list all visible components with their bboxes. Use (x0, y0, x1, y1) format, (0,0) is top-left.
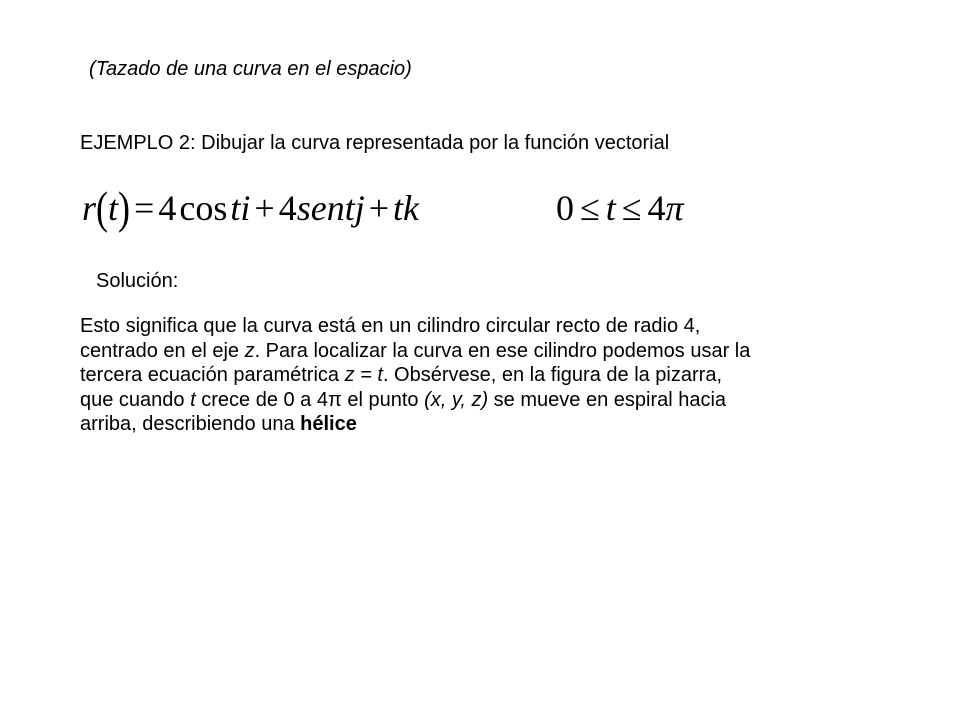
formula-close-paren: ) (118, 183, 131, 233)
formula-open-paren: ( (96, 183, 109, 233)
formula-coef-2: 4 (278, 188, 297, 228)
paragraph-line: centrado en el eje z. Para localizar la curva en ese cilindro podemos usar la (80, 339, 751, 362)
formula-plus-2: + (368, 188, 390, 228)
formula-sentj: sentj (296, 188, 365, 228)
range-le-1: ≤ (580, 188, 600, 228)
formula-plus-1: + (254, 188, 275, 228)
solution-paragraph (80, 314, 910, 437)
paragraph-line: arriba, describiendo una hélice (80, 413, 357, 435)
formula-t: t (108, 188, 119, 228)
formula-equals: = (134, 188, 155, 228)
formula-cos: cos (179, 188, 228, 228)
range-pi: π (665, 188, 684, 228)
formula-ti: ti (230, 188, 251, 228)
paragraph-line: Esto significa que la curva está en un cilindro circular recto de radio 4, (80, 315, 701, 337)
paragraph-line: que cuando t crece de 0 a 4π el punto (x, y, z) se mueve en espiral hacia (80, 388, 727, 411)
italic-t: t (190, 388, 196, 411)
formula-r: r (82, 188, 97, 228)
solution-label: Solución: (96, 270, 179, 292)
italic-z: z (244, 339, 255, 362)
range-le-2: ≤ (621, 188, 642, 228)
bold-helice: hélice (300, 413, 357, 435)
italic-equation: z = t (344, 364, 383, 386)
range-var: t (605, 188, 616, 228)
section-subtitle: (Tazado de una curva en el espacio) (89, 58, 412, 80)
vector-function-formula (82, 183, 419, 233)
paragraph-line: tercera ecuación paramétrica z = t. Obsérvese, en la figura de la pizarra, (80, 364, 722, 386)
italic-point: (x, y, z) (424, 388, 489, 411)
example-title: EJEMPLO 2: Dibujar la curva representada por la función vectorial (80, 132, 670, 154)
range-high-coef: 4 (647, 188, 666, 228)
formula-coef-1: 4 (158, 188, 177, 228)
parameter-range (556, 190, 684, 226)
formula-tk: tk (393, 188, 419, 228)
range-low: 0 (556, 188, 574, 228)
